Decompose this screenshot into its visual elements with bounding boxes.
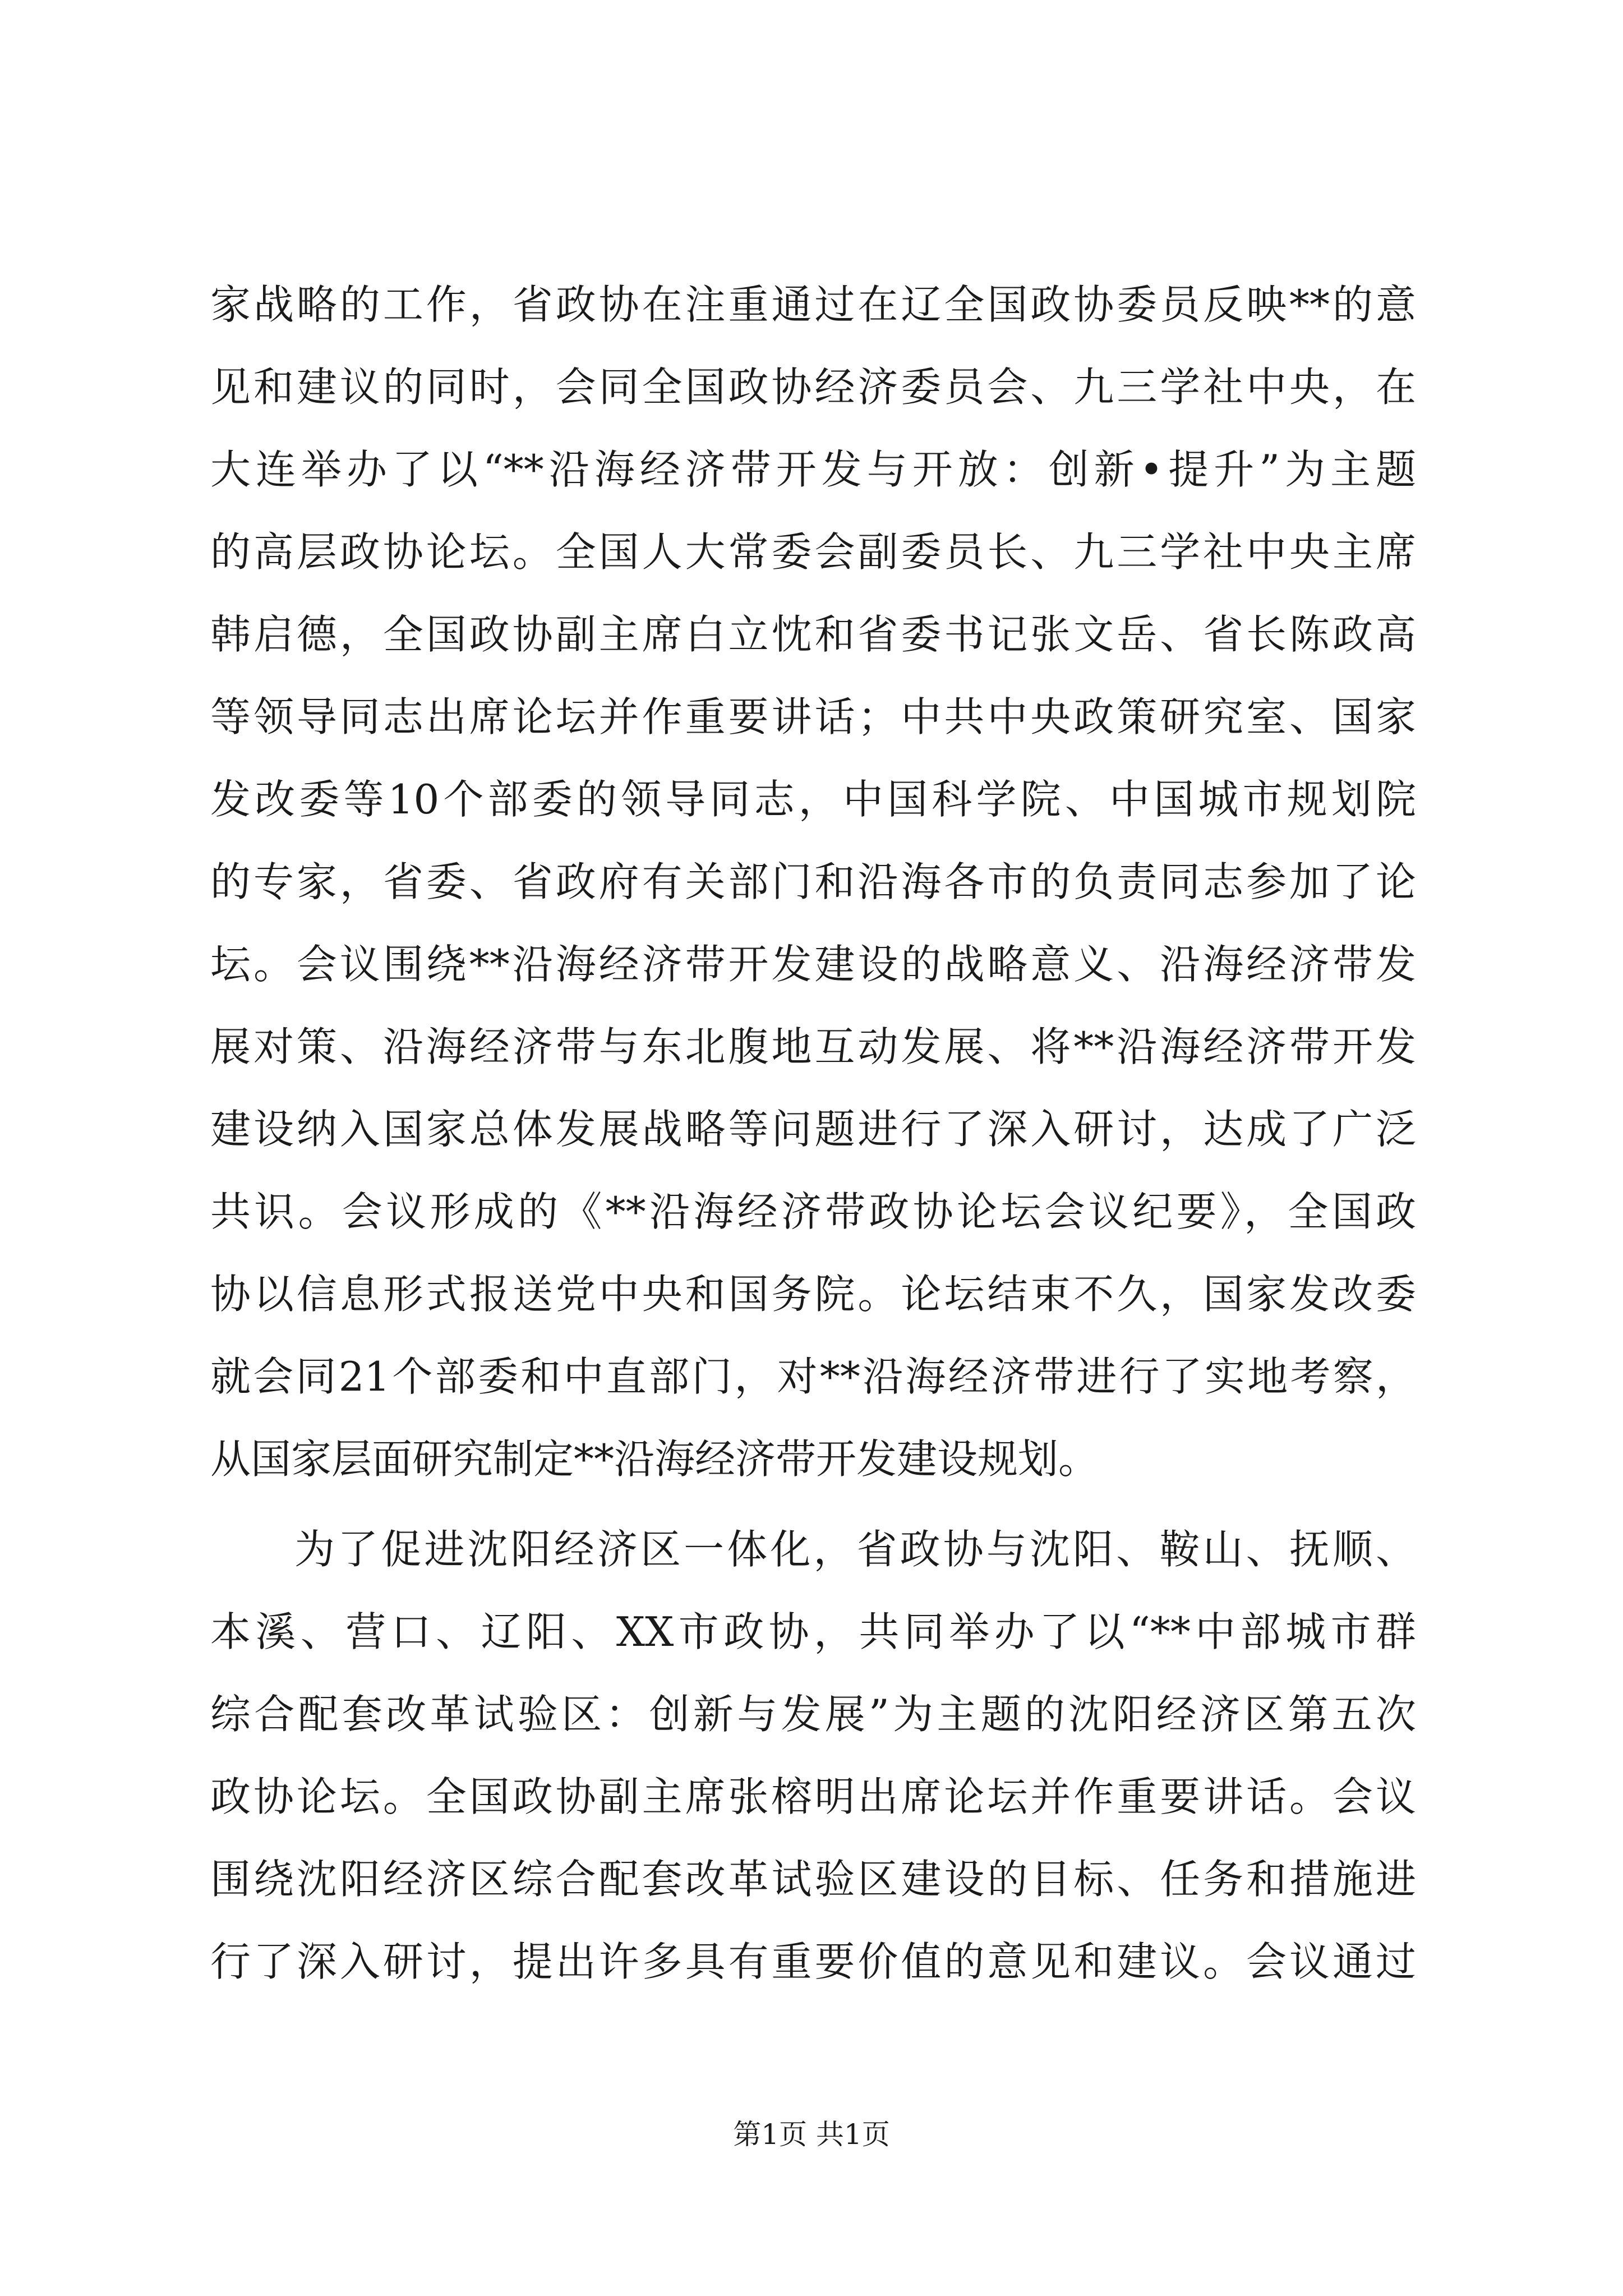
text-line: 本溪、营口、辽阳、XX市政协，共同举办了以“**中部城市群 (210, 1608, 1416, 1655)
text-line: 围绕沈阳经济区综合配套改革试验区建设的目标、任务和措施进 (210, 1856, 1416, 1903)
paragraph (210, 264, 1416, 1501)
text-line: 家战略的工作，省政协在注重通过在辽全国政协委员反映**的意 (210, 281, 1416, 328)
text-line: 等领导同志出席论坛并作重要讲话；中共中央政策研究室、国家 (210, 693, 1416, 740)
text-line: 建设纳入国家总体发展战略等问题进行了深入研讨，达成了广泛 (210, 1106, 1416, 1153)
text-line: 为了促进沈阳经济区一体化，省政协与沈阳、鞍山、抚顺、 (294, 1526, 1416, 1573)
text-line: 韩启德，全国政协副主席白立忱和省委书记张文岳、省长陈政高 (210, 611, 1416, 658)
text-line: 就会同21个部委和中直部门，对**沿海经济带进行了实地考察， (210, 1353, 1416, 1400)
text-line: 从国家层面研究制定**沿海经济带开发建设规划。 (210, 1435, 1099, 1483)
text-line: 共识。会议形成的《**沿海经济带政协论坛会议纪要》，全国政 (210, 1188, 1416, 1235)
text-line: 行了深入研讨，提出许多具有重要价值的意见和建议。会议通过 (210, 1938, 1416, 1985)
text-line: 的高层政协论坛。全国人大常委会副委员长、九三学社中央主席 (210, 528, 1416, 576)
document-body (210, 264, 1416, 2003)
page-number-text: 第1页 共1页 (733, 2118, 890, 2151)
page-footer (0, 2118, 1623, 2151)
text-line: 发改委等10个部委的领导同志，中国科学院、中国城市规划院 (210, 776, 1416, 823)
text-line: 展对策、沿海经济带与东北腹地互动发展、将**沿海经济带开发 (210, 1023, 1416, 1070)
text-line: 的专家，省委、省政府有关部门和沿海各市的负责同志参加了论 (210, 858, 1416, 905)
text-line: 坛。会议围绕**沿海经济带开发建设的战略意义、沿海经济带发 (210, 941, 1416, 988)
text-line: 协以信息形式报送党中央和国务院。论坛结束不久，国家发改委 (210, 1271, 1416, 1318)
paragraph-spacing (210, 1501, 1416, 1508)
text-line: 政协论坛。全国政协副主席张榕明出席论坛并作重要讲话。会议 (210, 1773, 1416, 1820)
text-line: 综合配套改革试验区：创新与发展”为主题的沈阳经济区第五次 (210, 1691, 1416, 1738)
text-line: 大连举办了以“**沿海经济带开发与开放：创新•提升”为主题 (210, 446, 1416, 493)
text-line: 见和建议的同时，会同全国政协经济委员会、九三学社中央，在 (210, 364, 1416, 411)
paragraph (210, 1508, 1416, 2003)
